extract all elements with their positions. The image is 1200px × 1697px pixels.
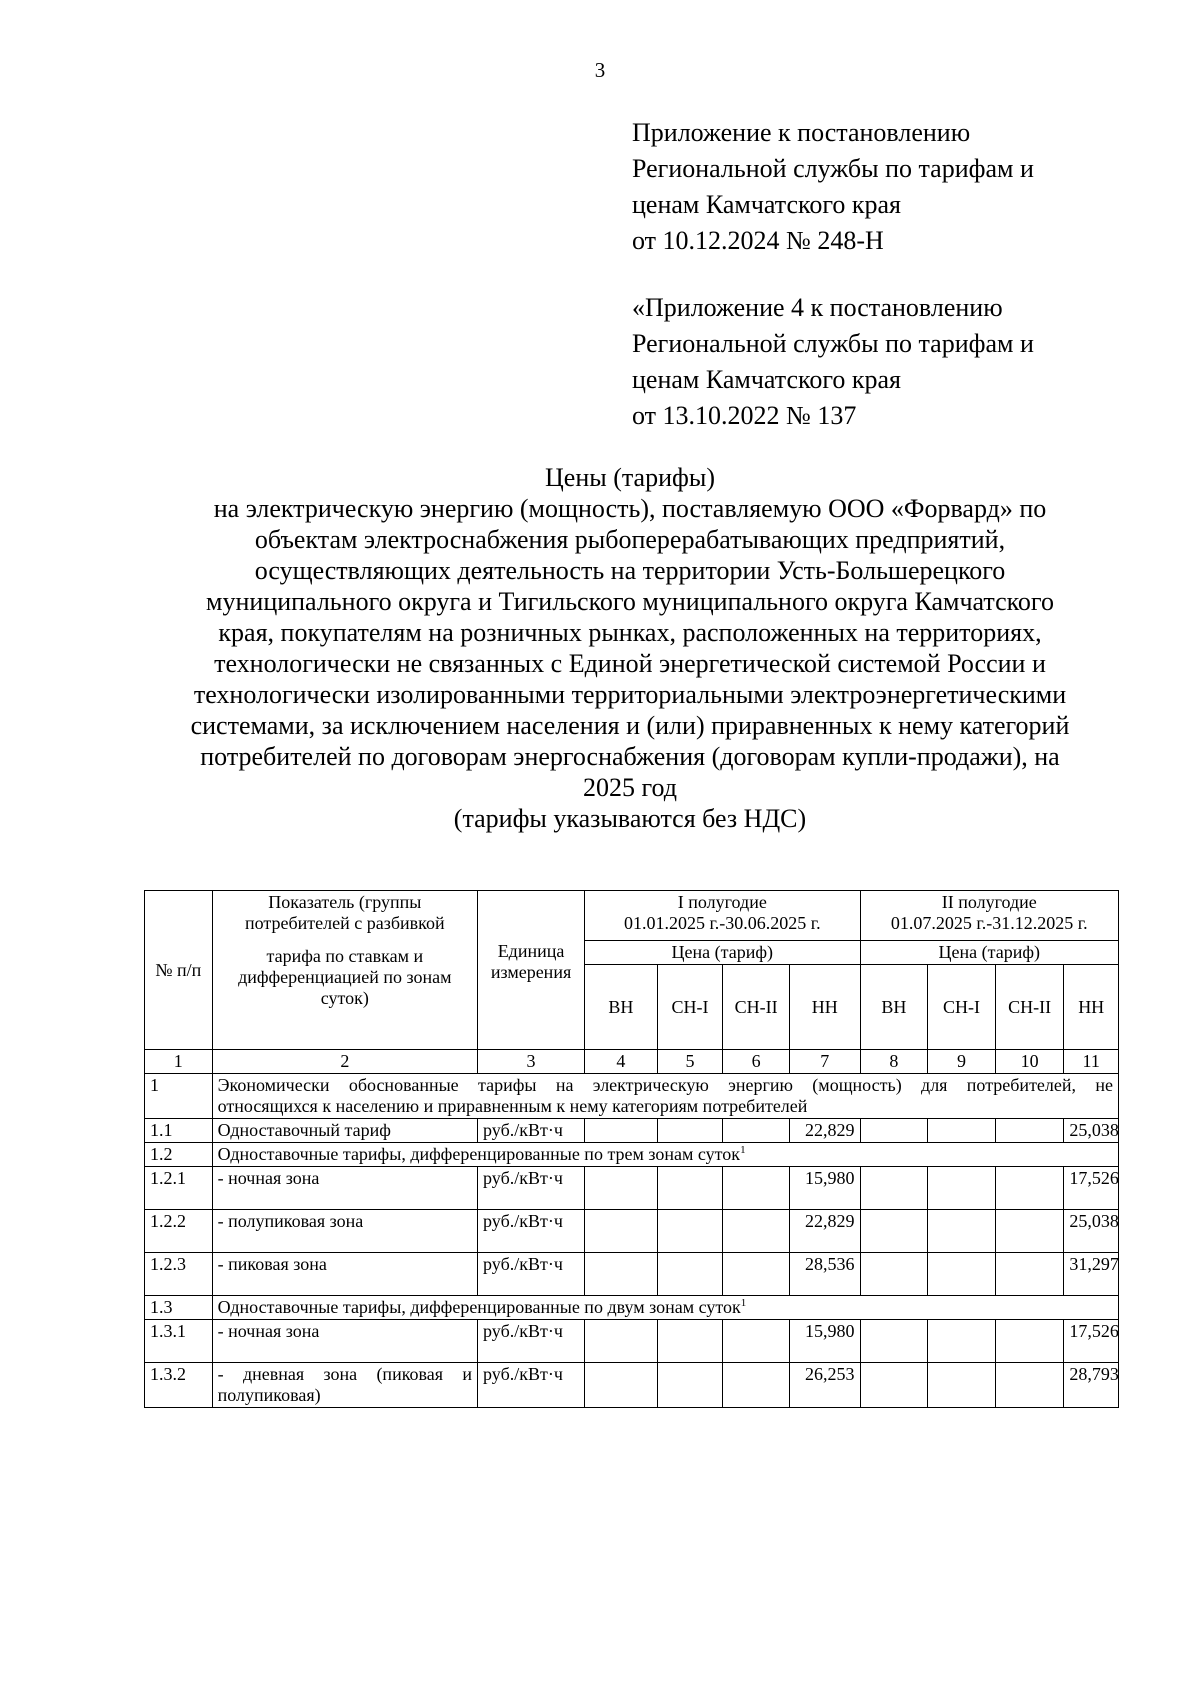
row-name: Одноставочный тариф [212, 1119, 477, 1143]
column-number: 8 [860, 1050, 928, 1074]
section-row [145, 1143, 1119, 1167]
table-row [145, 1320, 1119, 1363]
column-number: 4 [585, 1050, 658, 1074]
title-line: технологически не связанных с Единой энергетической системой России и [214, 649, 1046, 678]
appendix-header-line: Приложение к постановлению [632, 118, 971, 147]
header-voltage: НН [1064, 965, 1119, 1050]
row-name-line: полупиковая) [217, 1385, 321, 1405]
column-number: 11 [1064, 1050, 1119, 1074]
row-num: 1.2.2 [145, 1210, 213, 1253]
row-nn-half2: 28,793 [1064, 1363, 1119, 1408]
row-num: 1.3.1 [145, 1320, 213, 1363]
section-title-text: Одноставочные тарифы, дифференцированные по трем зонам суток [217, 1144, 741, 1164]
table-row [145, 1167, 1119, 1210]
header-voltage: СН-I [928, 965, 996, 1050]
row-unit: руб./кВт·ч [478, 1167, 585, 1210]
row-nn-half1: 15,980 [789, 1320, 860, 1363]
original-appendix-line: от 13.10.2022 № 137 [632, 401, 857, 430]
header-indicator-bottom: тарифа по ставкам и дифференциацией по зонам суток) [238, 946, 452, 1008]
header-half2-title: II полугодие [941, 892, 1037, 912]
row-nn-half1: 22,829 [789, 1119, 860, 1143]
row-nn-half1: 26,253 [789, 1363, 860, 1408]
row-nn-half2: 31,297 [1064, 1253, 1119, 1296]
header-half2-period: 01.07.2025 г.-31.12.2025 г. [890, 913, 1088, 933]
header-half1-title: I полугодие [677, 892, 767, 912]
header-voltage: ВН [860, 965, 928, 1050]
header-voltage: СН-II [995, 965, 1064, 1050]
title-line: на электрическую энергию (мощность), поставляемую ООО «Форвард» по [213, 494, 1047, 523]
column-number: 5 [657, 1050, 723, 1074]
table-row [145, 1363, 1119, 1408]
column-number: 1 [145, 1050, 213, 1074]
table-row [145, 1210, 1119, 1253]
title-line: объектам электроснабжения рыбоперерабатывающих предприятий, [254, 525, 1006, 554]
appendix-header-line: от 10.12.2024 № 248-Н [632, 226, 884, 255]
row-unit: руб./кВт·ч [478, 1253, 585, 1296]
section-title [212, 1074, 1118, 1119]
row-unit: руб./кВт·ч [478, 1210, 585, 1253]
header-unit: Единица измерения [478, 891, 585, 1050]
original-appendix-header [632, 290, 1034, 434]
header-voltage: СН-I [657, 965, 723, 1050]
column-number: 6 [723, 1050, 790, 1074]
page-number: 3 [594, 58, 606, 82]
footnote-mark: 1 [740, 1297, 747, 1309]
column-number-row [145, 1050, 1119, 1074]
row-nn-half1: 28,536 [789, 1253, 860, 1296]
column-number: 9 [928, 1050, 996, 1074]
row-unit: руб./кВт·ч [478, 1363, 585, 1408]
title-line: (тарифы указываются без НДС) [453, 804, 807, 833]
title-line: 2025 год [583, 773, 677, 802]
title-line: осуществляющих деятельность на территории Усть-Большерецкого [254, 556, 1006, 585]
section-num: 1.3 [145, 1296, 213, 1320]
original-appendix-line: «Приложение 4 к постановлению [632, 293, 1003, 322]
row-nn-half1: 22,829 [789, 1210, 860, 1253]
section-title [212, 1143, 1118, 1167]
section-num: 1.2 [145, 1143, 213, 1167]
row-num: 1.2.3 [145, 1253, 213, 1296]
title-line: муниципального округа и Тигильского муниципального округа Камчатского [206, 587, 1054, 616]
column-number: 7 [789, 1050, 860, 1074]
title-line: системами, за исключением населения и (или) приравненных к нему категорий [190, 711, 1070, 740]
section-title [212, 1296, 1118, 1320]
row-name-line: - дневная зона (пиковая и [217, 1364, 473, 1384]
row-num: 1.3.2 [145, 1363, 213, 1408]
header-half1-period: 01.01.2025 г.-30.06.2025 г. [623, 913, 821, 933]
header-price-half2: Цена (тариф) [860, 941, 1118, 965]
row-nn-half2: 25,038 [1064, 1210, 1119, 1253]
section-row [145, 1296, 1119, 1320]
original-appendix-line: Региональной службы по тарифам и [632, 329, 1034, 358]
row-name: - ночная зона [212, 1320, 477, 1363]
title-line: края, покупателям на розничных рынках, расположенных на территориях, [218, 618, 1042, 647]
appendix-header [632, 115, 1034, 259]
document-title [100, 462, 1160, 834]
section-num: 1 [145, 1074, 213, 1119]
section-title-text: Одноставочные тарифы, дифференцированные по двум зонам суток [217, 1297, 741, 1317]
header-half2 [860, 891, 1118, 941]
row-name: - пиковая зона [212, 1253, 477, 1296]
section-title-line: относящихся к населению и приравненным к нему категориям потребителей [217, 1096, 808, 1116]
column-number: 3 [478, 1050, 585, 1074]
row-nn-half1: 15,980 [789, 1167, 860, 1210]
header-voltage: ВН [585, 965, 658, 1050]
row-nn-half2: 25,038 [1064, 1119, 1119, 1143]
row-name [212, 1363, 477, 1408]
header-indicator [212, 891, 477, 1050]
row-unit: руб./кВт·ч [478, 1320, 585, 1363]
row-num: 1.1 [145, 1119, 213, 1143]
header-voltage: СН-II [723, 965, 790, 1050]
section-title-line: Экономически обоснованные тарифы на электрическую энергию (мощность) для потребителей, не [217, 1075, 1113, 1095]
row-unit: руб./кВт·ч [478, 1119, 585, 1143]
row-nn-half2: 17,526 [1064, 1167, 1119, 1210]
row-name: - полупиковая зона [212, 1210, 477, 1253]
footnote-mark: 1 [740, 1144, 746, 1156]
header-num: № п/п [145, 891, 213, 1050]
row-name: - ночная зона [212, 1167, 477, 1210]
title-line: технологически изолированными территориальными электроэнергетическими [193, 680, 1067, 709]
header-half1 [585, 891, 861, 941]
row-num: 1.2.1 [145, 1167, 213, 1210]
appendix-header-line: ценам Камчатского края [632, 190, 901, 219]
tariffs-table [144, 890, 1119, 1408]
column-number: 10 [995, 1050, 1064, 1074]
header-voltage: НН [789, 965, 860, 1050]
appendix-header-line: Региональной службы по тарифам и [632, 154, 1034, 183]
table-row [145, 1119, 1119, 1143]
column-number: 2 [212, 1050, 477, 1074]
original-appendix-line: ценам Камчатского края [632, 365, 901, 394]
table-row [145, 1253, 1119, 1296]
header-indicator-top: Показатель (группы потребителей с разбивкой [245, 892, 445, 933]
section-row [145, 1074, 1119, 1119]
row-nn-half2: 17,526 [1064, 1320, 1119, 1363]
header-price-half1: Цена (тариф) [585, 941, 861, 965]
title-line: Цены (тарифы) [545, 463, 715, 492]
title-line: потребителей по договорам энергоснабжения (договорам купли-продажи), на [200, 742, 1060, 771]
